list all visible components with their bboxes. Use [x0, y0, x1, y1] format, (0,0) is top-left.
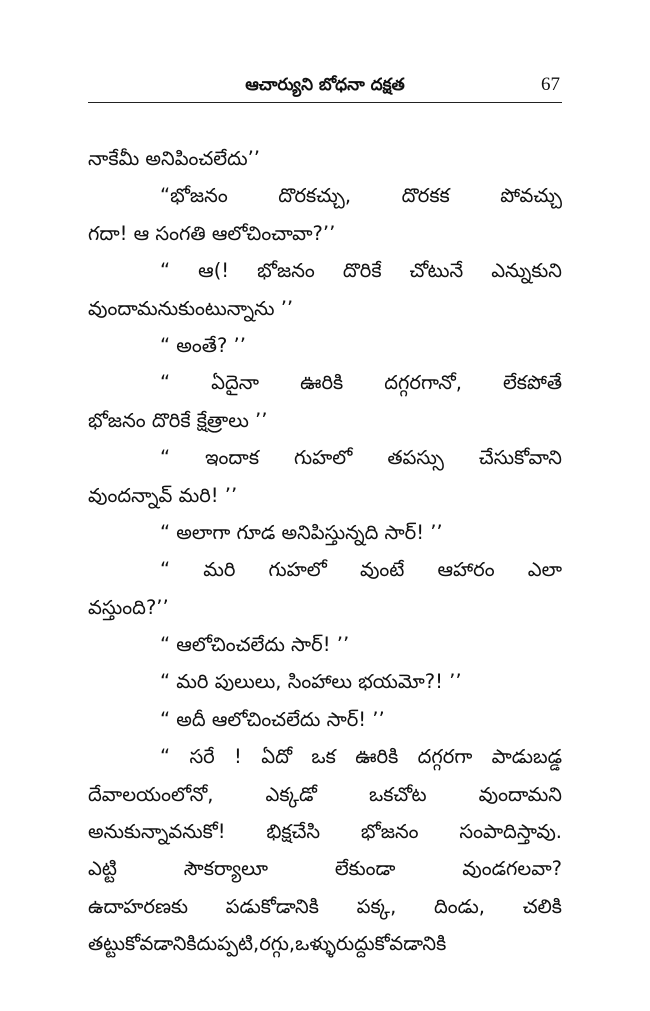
text-line: “ ఆ(! భోజనం దొరికే చోటునే ఎన్నుకుని [160, 259, 562, 283]
text-line: తట్టుకోవడానికిదుప్పటి,రగ్గు,ఒళ్ళురుద్దుకోవడానికి [88, 932, 447, 956]
text-line: “ ఆలోచించలేదు సార్! ’’ [160, 633, 350, 657]
text-line: అనుకున్నావనుకో! భిక్షచేసి భోజనం సంపాదిస్తావు. [88, 820, 562, 844]
text-line: “ సరే ! ఏదో ఒక ఊరికి దగ్గరగా పాడుబడ్డ [160, 745, 562, 769]
text-line: ఎట్టి సౌకర్యాలూ లేకుండా వుండగలవా? [88, 857, 562, 881]
text-line: “ అదీ ఆలోచించలేదు సార్! ’’ [160, 707, 385, 731]
text-line: దేవాలయంలోనో, ఎక్కడో ఒకచోట వుందామని [88, 782, 562, 806]
text-line: “ మరి పులులు, సింహాలు భయమో?! ’’ [160, 670, 462, 694]
text-line: “ ఏదైనా ఊరికి దగ్గరగానో, లేకపోతే [160, 371, 562, 395]
text-line: వస్తుంది?’’ [88, 595, 169, 619]
chapter-title: ఆచార్యుని బోధనా దక్షత [245, 75, 405, 95]
text-line: “ అలాగా గూడ అనిపిస్తున్నది సార్! ’’ [160, 520, 443, 544]
text-line: నాకేమీ అనిపించలేదు’’ [88, 147, 261, 170]
text-line: వుందామనుకుంటున్నాను ’’ [88, 296, 294, 320]
text-line: “ ఇందాక గుహలో తపస్సు చేసుకోవాని [160, 446, 562, 470]
text-line: “ మరి గుహలో వుంటే ఆహారం ఎలా [160, 558, 562, 582]
header-divider [88, 102, 562, 103]
text-line: గదా! ఆ సంగతి ఆలోచించావా?’’ [88, 221, 336, 245]
body-text [88, 140, 562, 963]
text-line: భోజనం దొరికే క్షేత్రాలు ’’ [88, 408, 268, 432]
text-line: “ అంతే? ’’ [160, 333, 246, 357]
running-header [88, 72, 562, 100]
text-line: “భోజనం దొరకచ్చు, దొరకక పోవచ్చు [160, 184, 562, 208]
page-number: 67 [541, 74, 560, 95]
text-line: వుందన్నావ్ మరి! ’’ [88, 483, 238, 507]
text-line: ఉదాహరణకు పడుకోడానికి పక్క, దిండు, చలికి [88, 894, 562, 918]
